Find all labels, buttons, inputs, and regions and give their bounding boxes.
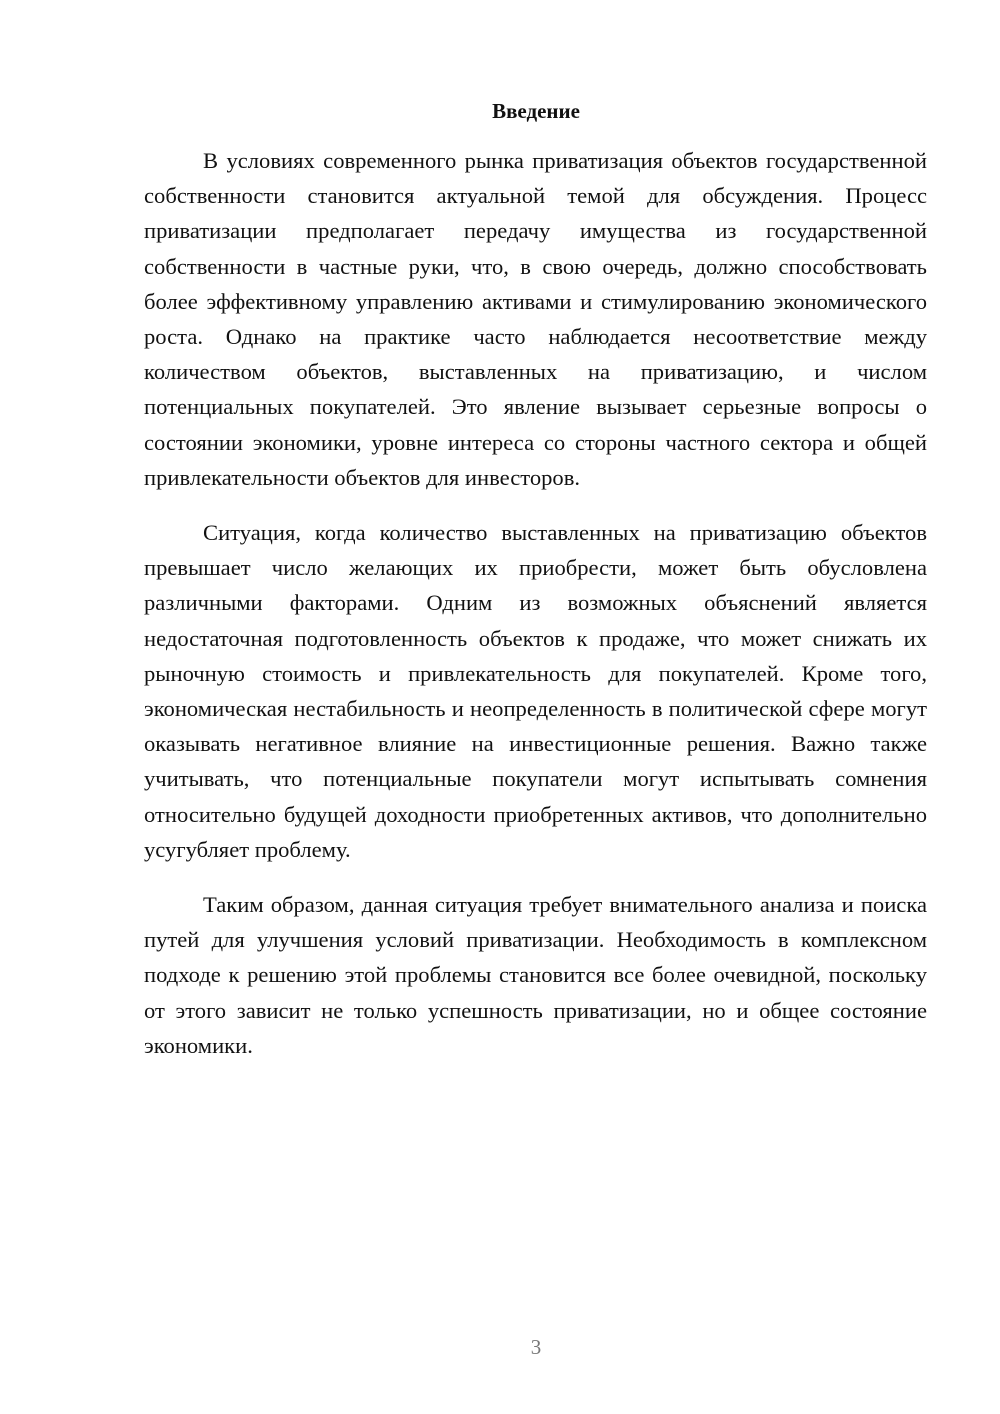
page-title: Введение <box>492 99 580 123</box>
paragraph-1: В условиях современного рынка приватизация объектов государственной собственности становится актуальной темой для обсуждения. Процесс приватизации предполагает передачу имущества из государственной собственности в частные руки, что, в свою очередь, должно способствовать более эффективному управлению активами и стимулированию экономического роста. Однако на практике часто наблюдается несоответствие между количеством объектов, выставленных на приватизацию, и числом потенциальных покупателей. Это явление вызывает серьезные вопросы о состоянии экономики, уровне интереса со стороны частного сектора и общей привлекательности объектов для инвесторов. <box>144 148 927 490</box>
document-body <box>144 143 927 1063</box>
paragraph-3: Таким образом, данная ситуация требует внимательного анализа и поиска путей для улучшения условий приватизации. Необходимость в комплексном подходе к решению этой проблемы становится все более очевидной, поскольку от этого зависит не только успешность приватизации, но и общее состояние экономики. <box>144 892 927 1058</box>
page-number: 3 <box>530 1335 542 1359</box>
paragraph-2: Ситуация, когда количество выставленных на приватизацию объектов превышает число желающих их приобрести, может быть обусловлена различными факторами. Одним из возможных объяснений является недостаточная подготовленность объектов к продаже, что может снижать их рыночную стоимость и привлекательность для покупателей. Кроме того, экономическая нестабильность и неопределенность в политической сфере могут оказывать негативное влияние на инвестиционные решения. Важно также учитывать, что потенциальные покупатели могут испытывать сомнения относительно будущей доходности приобретенных активов, что дополнительно усугубляет проблему. <box>144 520 927 862</box>
